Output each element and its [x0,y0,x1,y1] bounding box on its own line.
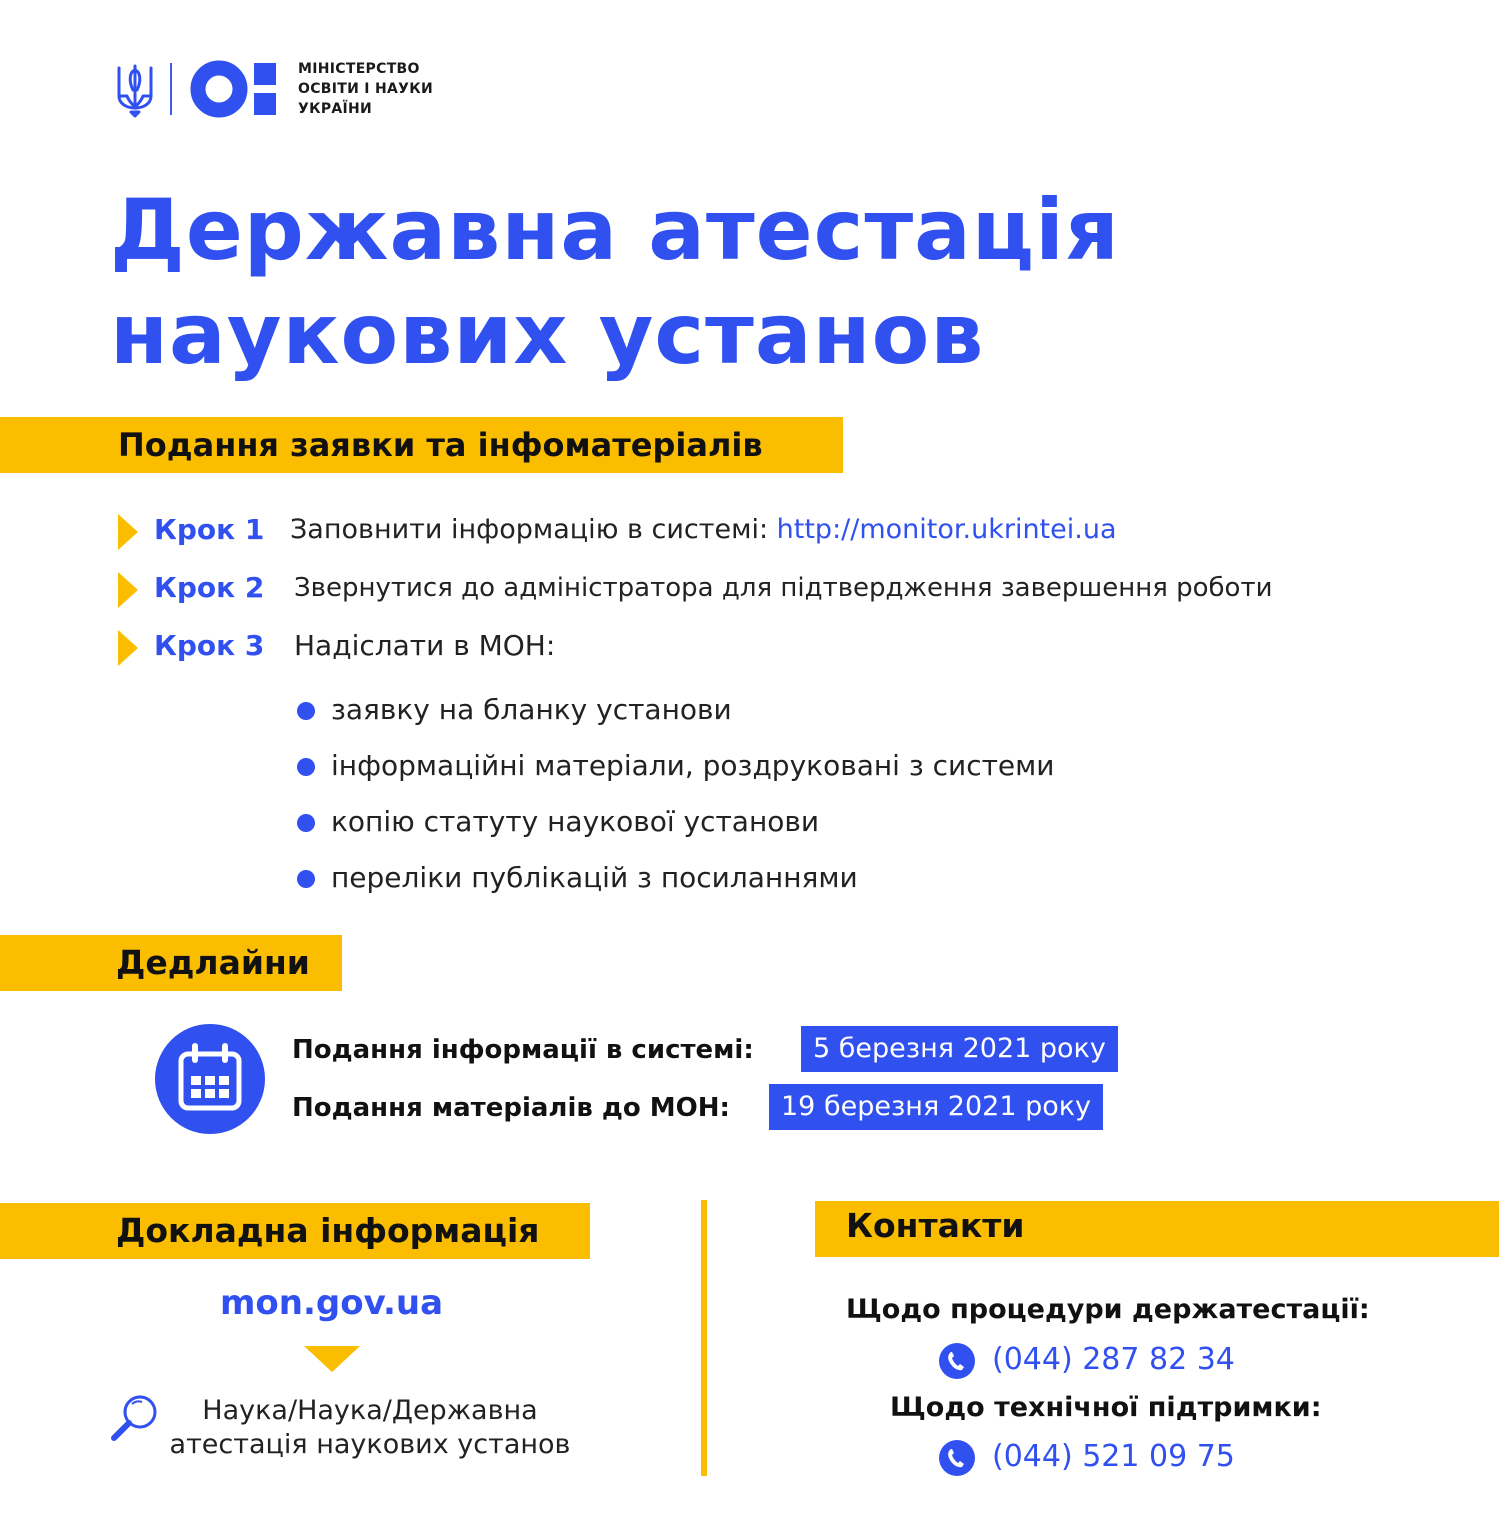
list-item: заявку на бланку установи [331,693,732,726]
procedure-heading: Щодо процедури держатестації: [846,1294,1370,1325]
deadline-system-label: Подання інформації в системі: [292,1035,754,1065]
deadline-mon-date: 19 березня 2021 року [769,1084,1103,1130]
step-1-instruction: Заповнити інформацію в системі: [290,514,769,545]
phone-icon [938,1439,976,1477]
arrow-right-icon [118,514,138,550]
down-triangle-icon [304,1346,360,1372]
deadline-system-date: 5 березня 2021 року [801,1026,1118,1072]
section-title-deadlines: Дедлайни [116,943,310,982]
trident-icon [115,62,155,118]
section-title-contacts: Контакти [846,1206,1025,1245]
site-link[interactable]: mon.gov.ua [220,1283,444,1323]
title-line-2: наукових установ [110,285,985,383]
step-1-label: Крок 1 [154,513,265,546]
page-title [110,178,1120,386]
calendar-badge [155,1024,265,1134]
title-line-1: Державна атестація [110,181,1120,279]
step-1-text [290,510,1117,550]
procedure-phone[interactable]: (044) 287 82 34 [992,1342,1235,1377]
step-2-label: Крок 2 [154,571,265,604]
ministry-name [298,59,433,119]
ministry-line-2: ОСВІТИ І НАУКИ [298,81,433,97]
section-title-details: Докладна інформація [116,1211,540,1250]
ministry-line-3: УКРАЇНИ [298,101,373,117]
arrow-right-icon [118,572,138,608]
column-divider [701,1200,707,1476]
step-3-text: Надіслати в МОН: [294,629,556,662]
bullet-dot-icon [297,702,315,720]
logo-divider [170,63,172,115]
step-3-label: Крок 3 [154,629,265,662]
bullet-dot-icon [297,814,315,832]
system-link[interactable]: http://monitor.ukrintei.ua [776,514,1117,545]
bullet-dot-icon [297,758,315,776]
phone-icon [938,1342,976,1380]
step-2-text: Звернутися до адміністратора для підтвердження завершення роботи [294,573,1273,603]
calendar-icon [155,1024,265,1134]
ministry-line-1: МІНІСТЕРСТВО [298,61,420,77]
support-heading: Щодо технічної підтримки: [890,1392,1322,1423]
list-item: переліки публікацій з посиланнями [331,861,858,894]
arrow-right-icon [118,630,138,666]
mon-logo-icon [190,60,284,118]
section-title-application: Подання заявки та інфоматеріалів [118,426,763,464]
list-item: інформаційні матеріали, роздруковані з системи [331,749,1055,782]
site-path [150,1394,590,1462]
list-item: копію статуту наукової установи [331,805,820,838]
site-path-line-1: Наука/Наука/Державна [202,1395,538,1426]
bullet-dot-icon [297,870,315,888]
site-path-line-2: атестація наукових установ [169,1429,571,1460]
deadline-mon-label: Подання матеріалів до МОН: [292,1093,730,1123]
support-phone[interactable]: (044) 521 09 75 [992,1439,1235,1474]
